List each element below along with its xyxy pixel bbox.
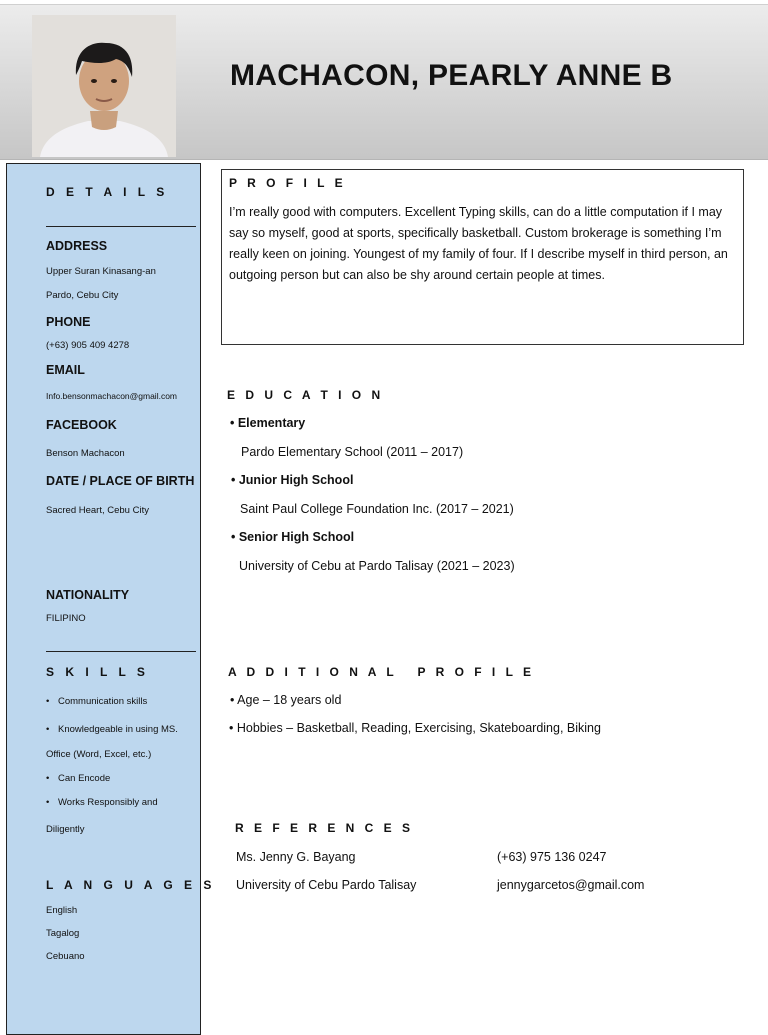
email-value: Info.bensonmachacon@gmail.com — [46, 391, 178, 401]
language-item: Cebuano — [46, 951, 85, 962]
phone-value: (+63) 905 409 4278 — [46, 340, 130, 351]
nationality-label: NATIONALITY — [46, 588, 130, 602]
header-banner — [0, 4, 768, 160]
education-level: • Elementary — [230, 416, 306, 430]
birth-value: Sacred Heart, Cebu City — [46, 505, 149, 516]
language-item: English — [46, 905, 78, 916]
profile-photo — [32, 15, 176, 157]
facebook-label: FACEBOOK — [46, 418, 117, 432]
reference-school: University of Cebu Pardo Talisay — [236, 878, 417, 892]
language-item: Tagalog — [46, 928, 80, 939]
skill-item: • Can Encode — [46, 773, 111, 784]
additional-profile-heading: A D D I T I O N A L P R O F I L E — [228, 665, 535, 679]
reference-email: jennygarcetos@gmail.com — [497, 878, 645, 892]
profile-summary: I’m really good with computers. Excellent Typing skills, can do a little computation if I may say so myself, good at sports, specifically basketball. Custom brokerage is something I’m really keen on joining. Youngest of my family of four. If I describe myself in third person, an outgoing person but can also be shy around certain people at times. — [229, 205, 728, 282]
education-school: University of Cebu at Pardo Talisay (2021 – 2023) — [239, 559, 515, 573]
skills-heading: S K I L L S — [46, 665, 149, 679]
address-label: ADDRESS — [46, 239, 108, 253]
education-level: • Junior High School — [231, 473, 354, 487]
address-line-2: Pardo, Cebu City — [46, 290, 119, 301]
details-heading: D E T A I L S — [46, 185, 169, 199]
education-school: Saint Paul College Foundation Inc. (2017 – 2021) — [240, 502, 514, 516]
education-heading: E D U C A T I O N — [227, 388, 384, 402]
education-school: Pardo Elementary School (2011 – 2017) — [241, 445, 464, 459]
education-level: • Senior High School — [231, 530, 355, 544]
skill-item-continued: Office (Word, Excel, etc.) — [46, 749, 152, 760]
birth-label: DATE / PLACE OF BIRTH — [46, 474, 195, 488]
applicant-name: MACHACON, PEARLY ANNE B — [230, 59, 673, 92]
profile-heading: P R O F I L E — [229, 176, 347, 190]
skill-item: • Knowledgeable in using MS. — [46, 724, 178, 735]
skill-item: • Communication skills — [46, 696, 148, 707]
reference-phone: (+63) 975 136 0247 — [497, 850, 607, 864]
divider — [46, 226, 196, 227]
address-line-1: Upper Suran Kinasang-an — [46, 266, 156, 277]
email-label: EMAIL — [46, 363, 85, 377]
divider — [46, 651, 196, 652]
phone-label: PHONE — [46, 315, 91, 329]
skill-item-continued: Diligently — [46, 824, 85, 835]
reference-name: Ms. Jenny G. Bayang — [236, 850, 356, 864]
hobbies-item: • Hobbies – Basketball, Reading, Exercising, Skateboarding, Biking — [229, 721, 601, 735]
age-item: • Age – 18 years old — [230, 693, 342, 707]
languages-heading: L A N G U A G E S — [46, 878, 216, 892]
facebook-value: Benson Machacon — [46, 448, 125, 459]
nationality-value: FILIPINO — [46, 613, 86, 624]
references-heading: R E F E R E N C E S — [235, 821, 414, 835]
skill-item: • Works Responsibly and — [46, 797, 158, 808]
